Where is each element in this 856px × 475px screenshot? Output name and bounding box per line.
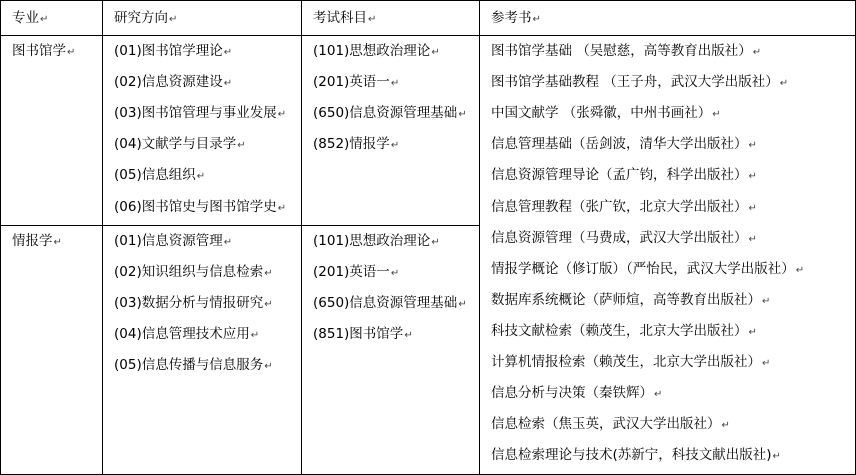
book-item	[491, 42, 761, 62]
direction-item	[114, 356, 273, 376]
return-mark: ↵	[390, 268, 400, 279]
book-label: 图书馆学基础 （吴慰慈，高等教育出版社）	[491, 43, 752, 59]
book-label: 科技文献检索（赖茂生，北京大学出版社）	[491, 323, 748, 339]
book-item	[491, 353, 770, 373]
direction-label: (04)信息管理技术应用	[114, 326, 250, 342]
return-mark: ↵	[67, 47, 76, 58]
header-direction-label: 研究方向	[114, 10, 168, 26]
return-mark: ↵	[250, 330, 260, 341]
book-label: 数据库系统概论（萨师煊，高等教育出版社）	[491, 292, 761, 308]
header-major	[12, 9, 48, 29]
return-mark: ↵	[53, 237, 62, 248]
return-mark: ↵	[264, 299, 273, 310]
direction-label: (04)文献学与目录学	[114, 136, 237, 152]
major-name-label: 图书馆学	[12, 43, 66, 59]
book-label: 计算机情报检索（赖茂生，北京大学出版社）	[491, 354, 761, 370]
header-subject	[313, 9, 376, 29]
return-mark: ↵	[748, 327, 757, 338]
direction-item	[114, 42, 232, 62]
return-mark: ↵	[196, 171, 206, 182]
return-mark: ↵	[277, 109, 287, 120]
subject-label: (852)情报学	[313, 136, 390, 152]
subject-item	[313, 42, 440, 62]
return-mark: ↵	[458, 109, 467, 120]
return-mark: ↵	[223, 237, 233, 248]
book-item	[491, 384, 662, 404]
direction-item	[114, 232, 232, 252]
return-mark: ↵	[532, 14, 541, 25]
direction-item	[114, 263, 273, 283]
return-mark: ↵	[712, 109, 721, 120]
major-name	[12, 42, 75, 62]
direction-item	[114, 104, 286, 124]
header-direction	[114, 9, 177, 29]
book-label: 信息资源管理（马费成，武汉大学出版社）	[491, 230, 748, 246]
return-mark: ↵	[748, 140, 757, 151]
major-name-label: 情报学	[12, 233, 53, 249]
return-mark: ↵	[431, 237, 440, 248]
book-label: 信息检索（焦玉英，武汉大学出版社）	[491, 416, 721, 432]
return-mark: ↵	[390, 78, 400, 89]
return-mark: ↵	[752, 47, 762, 58]
subject-item	[313, 104, 467, 124]
book-item	[491, 104, 721, 124]
subject-item	[313, 325, 413, 345]
table-border-top	[0, 0, 856, 1]
book-item	[491, 446, 781, 466]
return-mark: ↵	[795, 265, 805, 276]
return-mark: ↵	[779, 78, 789, 89]
column-divider-2	[301, 0, 302, 475]
column-divider-1	[102, 0, 103, 475]
return-mark: ↵	[223, 78, 233, 89]
direction-label: (03)数据分析与情报研究	[114, 295, 264, 311]
return-mark: ↵	[169, 14, 178, 25]
return-mark: ↵	[431, 47, 440, 58]
subject-label: (650)信息资源管理基础	[313, 105, 458, 121]
direction-item	[114, 198, 286, 218]
return-mark: ↵	[762, 296, 771, 307]
subject-label: (101)思想政治理论	[313, 233, 431, 249]
subject-label: (201)英语一	[313, 264, 390, 280]
header-books	[491, 9, 541, 29]
major-name	[12, 232, 62, 252]
book-item	[491, 229, 757, 249]
subject-item	[313, 135, 399, 155]
subject-item	[313, 263, 399, 283]
direction-label: (02)信息资源建设	[114, 74, 223, 90]
book-label: 信息管理基础（岳剑波，清华大学出版社）	[491, 136, 748, 152]
return-mark: ↵	[654, 389, 663, 400]
direction-label: (05)信息组织	[114, 167, 196, 183]
return-mark: ↵	[368, 14, 377, 25]
book-label: 图书馆学基础教程 （王子舟，武汉大学出版社）	[491, 74, 779, 90]
direction-item	[114, 135, 246, 155]
major-row-divider	[0, 225, 479, 226]
subject-item	[313, 73, 399, 93]
return-mark: ↵	[748, 203, 757, 214]
return-mark: ↵	[390, 140, 400, 151]
column-divider-3	[479, 0, 480, 475]
return-mark: ↵	[264, 361, 273, 372]
return-mark: ↵	[404, 330, 413, 341]
direction-label: (01)信息资源管理	[114, 233, 223, 249]
direction-label: (05)信息传播与信息服务	[114, 357, 264, 373]
subject-label: (201)英语一	[313, 74, 390, 90]
header-subject-label: 考试科目	[313, 10, 367, 26]
return-mark: ↵	[264, 268, 273, 279]
book-item	[491, 198, 757, 218]
book-label: 信息检索理论与技术(苏新宁，科技文献出版社)	[491, 447, 772, 463]
return-mark: ↵	[772, 451, 781, 462]
subject-label: (101)思想政治理论	[313, 43, 431, 59]
return-mark: ↵	[721, 420, 730, 431]
direction-item	[114, 325, 259, 345]
direction-label: (02)知识组织与信息检索	[114, 264, 264, 280]
book-item	[491, 291, 770, 311]
book-label: 信息管理教程（张广钦，北京大学出版社）	[491, 199, 748, 215]
direction-item	[114, 166, 205, 186]
subject-item	[313, 294, 467, 314]
book-item	[491, 415, 730, 435]
return-mark: ↵	[762, 358, 771, 369]
return-mark: ↵	[458, 299, 467, 310]
direction-label: (06)图书馆史与图书馆学史	[114, 199, 277, 215]
subject-label: (851)图书馆学	[313, 326, 404, 342]
return-mark: ↵	[237, 140, 246, 151]
direction-label: (01)图书馆学理论	[114, 43, 223, 59]
direction-item	[114, 73, 232, 93]
book-item	[491, 322, 757, 342]
return-mark: ↵	[277, 203, 287, 214]
book-label: 信息分析与决策（秦铁辉）	[491, 385, 653, 401]
header-books-label: 参考书	[491, 10, 532, 26]
return-mark: ↵	[748, 171, 757, 182]
book-label: 信息资源管理导论（孟广钧，科学出版社）	[491, 167, 748, 183]
return-mark: ↵	[748, 234, 757, 245]
subject-item	[313, 232, 440, 252]
book-item	[491, 166, 757, 186]
book-item	[491, 260, 804, 280]
book-label: 中国文献学 （张舜徽，中州书画社）	[491, 105, 712, 121]
table-border-left	[0, 0, 1, 475]
direction-label: (03)图书馆管理与事业发展	[114, 105, 277, 121]
book-label: 情报学概论（修订版）（严怡民，武汉大学出版社）	[491, 261, 795, 277]
header-row-divider	[0, 35, 856, 36]
subject-label: (650)信息资源管理基础	[313, 295, 458, 311]
direction-item	[114, 294, 273, 314]
header-major-label: 专业	[12, 10, 39, 26]
book-item	[491, 73, 788, 93]
return-mark: ↵	[223, 47, 233, 58]
return-mark: ↵	[40, 14, 49, 25]
book-item	[491, 135, 757, 155]
